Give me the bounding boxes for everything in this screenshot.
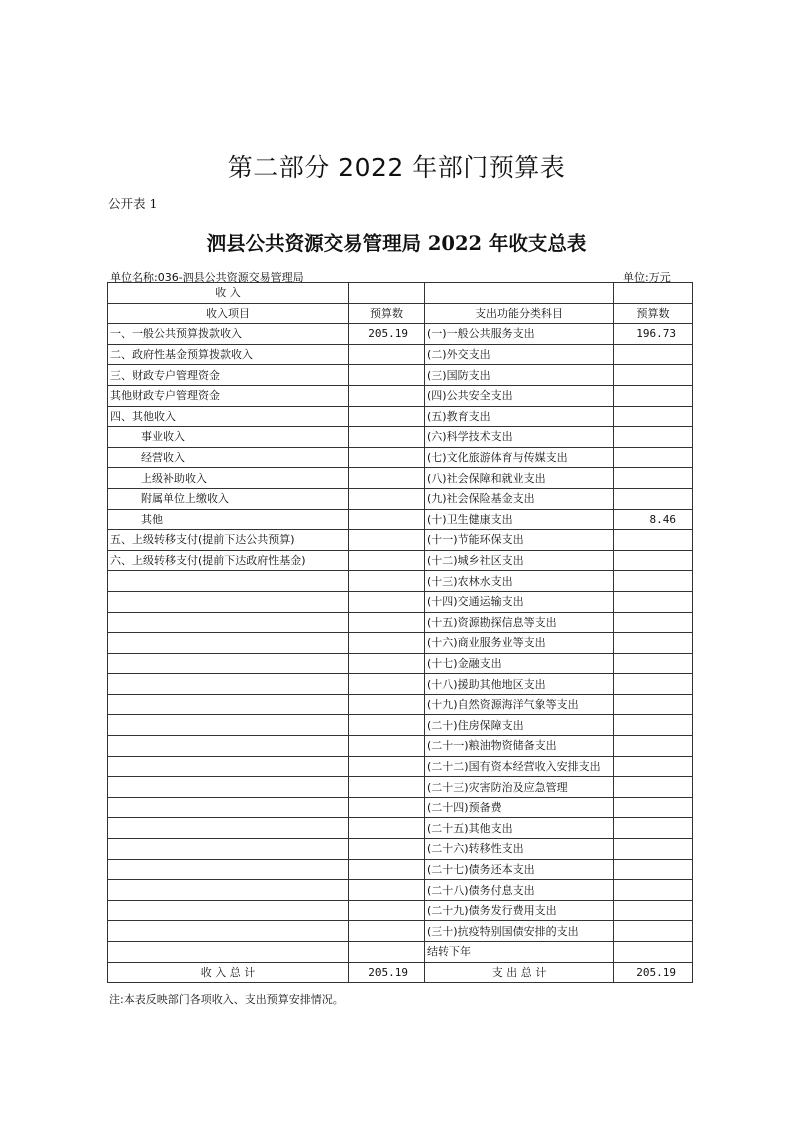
income-amount-cell [349,447,425,468]
income-item-cell [108,571,349,592]
expense-amount-cell [614,591,693,612]
expense-item-cell: (十七)金融支出 [425,653,614,674]
income-amount-cell [349,694,425,715]
footnote: 注:本表反映部门各项收入、支出预算安排情况。 [109,993,344,1006]
income-item-cell [108,633,349,654]
expense-item-cell: (十二)城乡社区支出 [425,550,614,571]
table-row [108,715,693,736]
income-item-cell [108,818,349,839]
empty-cell [614,283,693,304]
expense-amount-cell [614,633,693,654]
expense-item-cell: (十六)商业服务业等支出 [425,633,614,654]
expense-item-cell: (九)社会保险基金支出 [425,488,614,509]
expense-item-cell: (十五)资源勘探信息等支出 [425,612,614,633]
table-row [108,859,693,880]
income-item-cell [108,900,349,921]
income-amount-cell [349,591,425,612]
income-item-cell [108,736,349,757]
income-item-cell [108,612,349,633]
expense-item-cell: (五)教育支出 [425,406,614,427]
income-amount-cell [349,550,425,571]
expense-amount-cell [614,694,693,715]
expense-amount-cell [614,880,693,901]
expense-amount-cell [614,797,693,818]
income-item-cell [108,859,349,880]
table-row [108,385,693,406]
table-row [108,571,693,592]
income-header: 收 入 [108,283,349,304]
table-row [108,488,693,509]
table-row [108,633,693,654]
table-body [108,283,693,983]
table-row [108,365,693,386]
table-row [108,509,693,530]
income-item-cell [108,674,349,695]
income-item-cell: 二、政府性基金预算拨款收入 [108,344,349,365]
expense-amount-cell [614,488,693,509]
income-amount-cell [349,653,425,674]
expense-amount-cell [614,900,693,921]
table-row [108,797,693,818]
total-income-label: 收 入 总 计 [108,962,349,983]
expense-amount-cell [614,427,693,448]
expense-item-cell: (八)社会保障和就业支出 [425,468,614,489]
expense-amount-cell [614,365,693,386]
income-item-cell [108,777,349,798]
expense-amount-cell [614,839,693,860]
expense-item-cell: (六)科学技术支出 [425,427,614,448]
column-header-row [108,303,693,324]
unit-label: 单位:万元 [623,271,671,284]
table-row [108,674,693,695]
income-amount-cell [349,509,425,530]
income-item-cell [108,694,349,715]
income-item-cell: 四、其他收入 [108,406,349,427]
income-amount-cell [349,530,425,551]
expense-amount-cell [614,385,693,406]
expense-item-cell: (一)一般公共服务支出 [425,324,614,345]
expense-item-cell: (十四)交通运输支出 [425,591,614,612]
income-amount-cell [349,571,425,592]
table-row [108,921,693,942]
expense-amount-cell: 8.46 [614,509,693,530]
table-row [108,653,693,674]
expense-item-cell: (二十七)债务还本支出 [425,859,614,880]
expense-item-cell: (十三)农林水支出 [425,571,614,592]
income-item-cell [108,880,349,901]
expense-item-cell: (四)公共安全支出 [425,385,614,406]
empty-cell [349,283,425,304]
expense-amount-cell [614,530,693,551]
income-amount-cell [349,612,425,633]
expense-amount-cell [614,571,693,592]
income-amount-cell [349,859,425,880]
table-row [108,550,693,571]
expense-item-cell: (十八)援助其他地区支出 [425,674,614,695]
table-row [108,530,693,551]
table-row [108,591,693,612]
expense-amount-cell: 196.73 [614,324,693,345]
income-amount-cell [349,344,425,365]
expense-amount-cell [614,674,693,695]
empty-cell [425,283,614,304]
expense-item-cell: (十)卫生健康支出 [425,509,614,530]
expense-amount-cell [614,468,693,489]
table-row [108,694,693,715]
income-amount-cell [349,818,425,839]
table-title: 泗县公共资源交易管理局 2022 年收支总表 [206,232,587,255]
expense-amount-cell [614,715,693,736]
expense-item-cell: (二十一)粮油物资储备支出 [425,736,614,757]
income-amount-cell [349,777,425,798]
table-row [108,406,693,427]
income-amount-cell [349,900,425,921]
income-amount-cell [349,880,425,901]
expense-item-cell: (二十)住房保障支出 [425,715,614,736]
income-item-cell [108,653,349,674]
expense-item-cell: (二十五)其他支出 [425,818,614,839]
expense-item-cell: (二十八)债务付息支出 [425,880,614,901]
expense-amount-cell [614,406,693,427]
income-amount-cell [349,488,425,509]
expense-amount-cell [614,550,693,571]
total-income-amount: 205.19 [349,962,425,983]
expense-amount-cell [614,447,693,468]
expense-item-cell: (二十九)债务发行费用支出 [425,900,614,921]
expense-item-cell: (二十二)国有资本经营收入安排支出 [425,756,614,777]
income-item-cell [108,921,349,942]
income-item-cell: 五、上级转移支付(提前下达公共预算) [108,530,349,551]
income-item-cell [108,715,349,736]
table-row [108,612,693,633]
income-item-cell: 其他 [108,509,349,530]
income-item-cell [108,839,349,860]
income-item-cell [108,591,349,612]
income-amount-cell [349,427,425,448]
income-item-cell [108,797,349,818]
col-header-budget: 预算数 [349,303,425,324]
col-header-expense-item: 支出功能分类科目 [425,303,614,324]
income-item-cell: 其他财政专户管理资金 [108,385,349,406]
table-row [108,756,693,777]
table-row [108,447,693,468]
col-header-income-item: 收入项目 [108,303,349,324]
expense-amount-cell [614,818,693,839]
col-header-budget2: 预算数 [614,303,693,324]
income-item-cell: 事业收入 [108,427,349,448]
table-row [108,324,693,345]
total-expense-label: 支 出 总 计 [425,962,614,983]
table-row [108,942,693,963]
income-amount-cell [349,406,425,427]
income-amount-cell [349,797,425,818]
income-amount-cell [349,942,425,963]
unit-name: 单位名称:036-泗县公共资源交易管理局 [110,271,304,284]
expense-amount-cell [614,756,693,777]
expense-item-cell: (二十六)转移性支出 [425,839,614,860]
income-amount-cell [349,633,425,654]
income-amount-cell [349,756,425,777]
expense-item-cell: (三)国防支出 [425,365,614,386]
expense-amount-cell [614,859,693,880]
table-row [108,777,693,798]
income-amount-cell [349,839,425,860]
income-item-cell: 上级补助收入 [108,468,349,489]
income-item-cell: 三、财政专户管理资金 [108,365,349,386]
expense-item-cell: (二十四)预备费 [425,797,614,818]
expense-amount-cell [614,777,693,798]
table-row [108,839,693,860]
income-amount-cell [349,365,425,386]
table-row [108,818,693,839]
income-amount-cell [349,736,425,757]
table-row [108,900,693,921]
expense-amount-cell [614,942,693,963]
income-amount-cell [349,715,425,736]
expense-amount-cell [614,921,693,942]
income-amount-cell [349,385,425,406]
part-title: 第二部分 2022 年部门预算表 [227,153,566,182]
budget-summary-table [107,282,693,983]
income-item-cell: 一、一般公共预算拨款收入 [108,324,349,345]
income-item-cell: 六、上级转移支付(提前下达政府性基金) [108,550,349,571]
expense-item-cell: (二)外交支出 [425,344,614,365]
expense-amount-cell [614,612,693,633]
income-item-cell [108,942,349,963]
expense-item-cell: 结转下年 [425,942,614,963]
expense-amount-cell [614,344,693,365]
income-amount-cell [349,468,425,489]
expense-item-cell: (十九)自然资源海洋气象等支出 [425,694,614,715]
income-item-cell: 附属单位上缴收入 [108,488,349,509]
total-row [108,962,693,983]
income-item-cell: 经营收入 [108,447,349,468]
total-expense-amount: 205.19 [614,962,693,983]
expense-amount-cell [614,653,693,674]
expense-amount-cell [614,736,693,757]
table-row [108,468,693,489]
expense-item-cell: (十一)节能环保支出 [425,530,614,551]
form-number: 公开表 1 [108,196,158,211]
table-row [108,736,693,757]
expense-item-cell: (三十)抗疫特别国债安排的支出 [425,921,614,942]
expense-item-cell: (七)文化旅游体育与传媒支出 [425,447,614,468]
income-amount-cell [349,674,425,695]
table-row [108,427,693,448]
table-row [108,344,693,365]
expense-item-cell: (二十三)灾害防治及应急管理 [425,777,614,798]
table-row [108,880,693,901]
income-amount-cell: 205.19 [349,324,425,345]
income-header-row [108,283,693,304]
income-amount-cell [349,921,425,942]
income-item-cell [108,756,349,777]
